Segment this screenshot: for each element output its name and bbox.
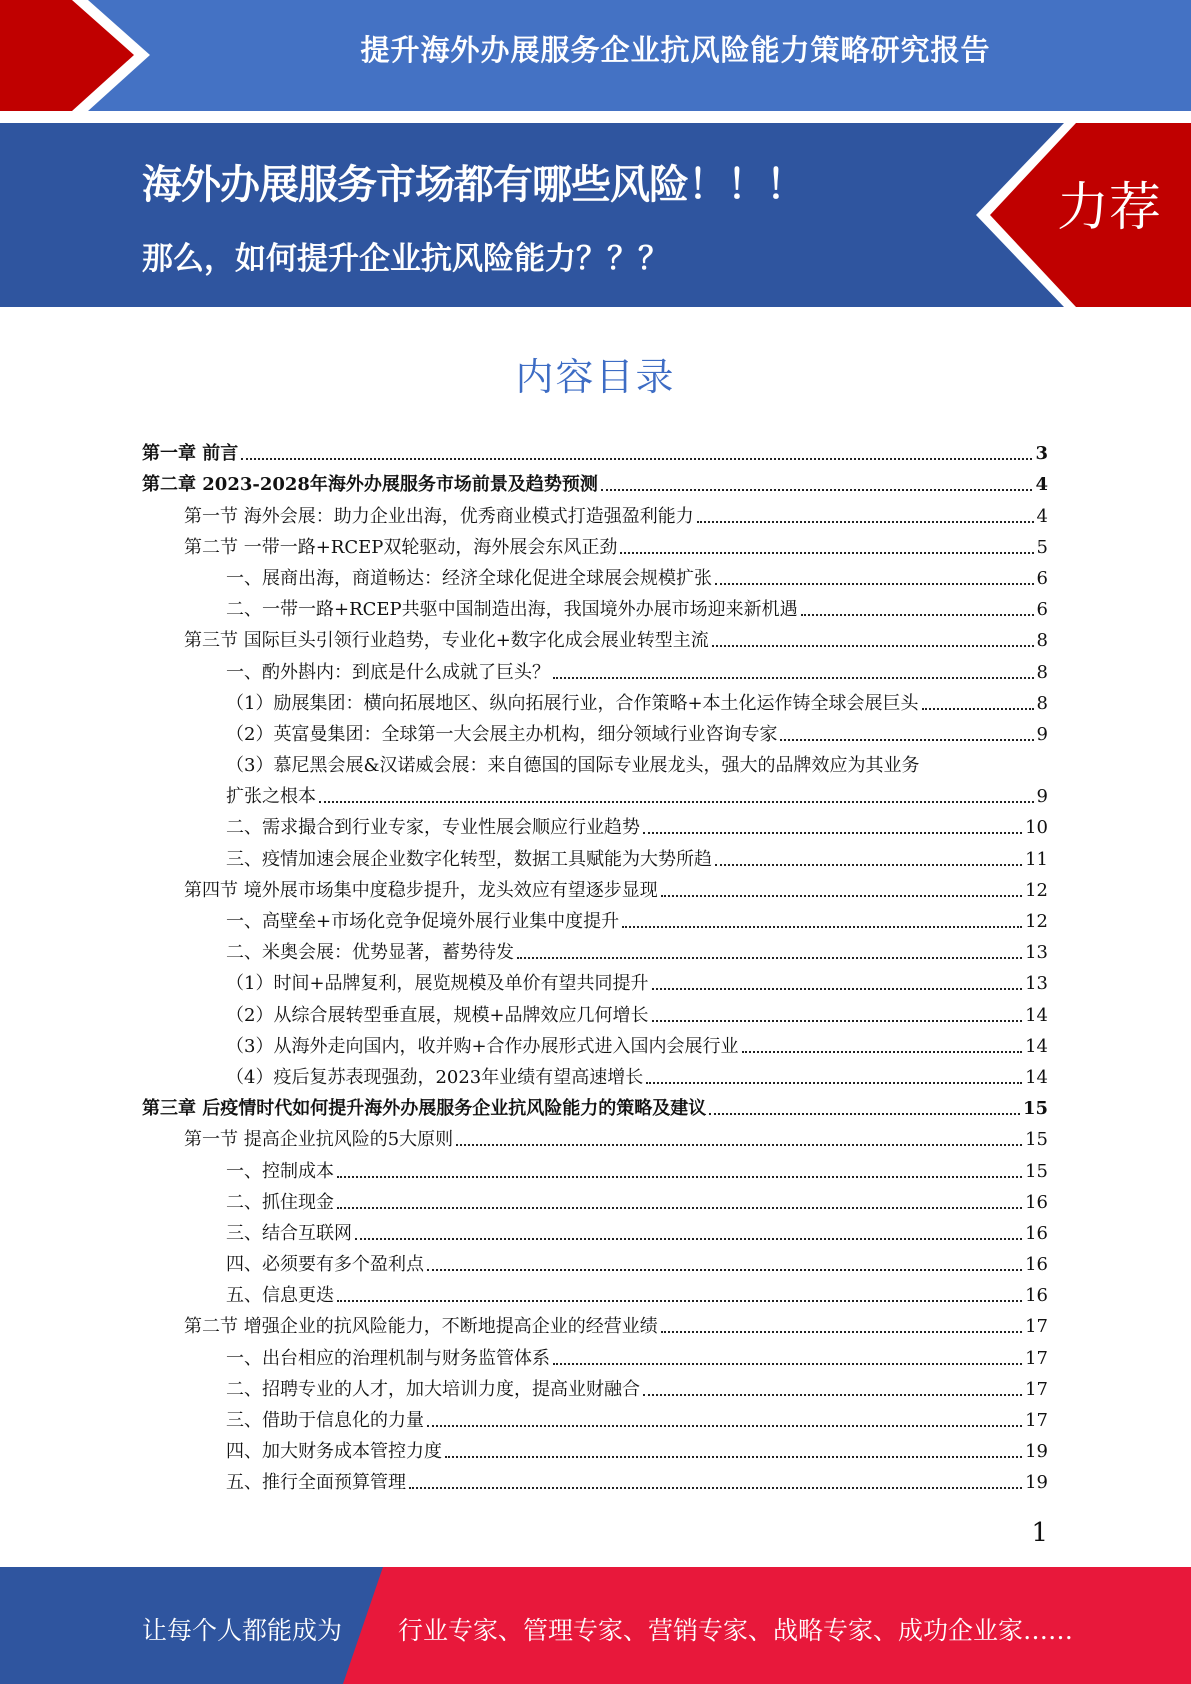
footer-slogan-right: 行业专家、管理专家、营销专家、战略专家、成功企业家…… (398, 1616, 1074, 1645)
toc-entry-page: 4 (1035, 474, 1048, 496)
toc-leader-dots (427, 1269, 1022, 1271)
toc-leader-dots (601, 489, 1033, 491)
toc-entry-title: 一、出台相应的治理机制与财务监管体系 (226, 1347, 550, 1369)
toc-entry[interactable] (142, 1249, 1048, 1280)
toc-entry-page: 17 (1025, 1378, 1048, 1400)
toc-entry[interactable] (142, 1218, 1048, 1249)
hero-headline: 海外办展服务市场都有哪些风险！！！ (142, 162, 805, 208)
toc-entry-page: 5 (1036, 536, 1048, 558)
toc-leader-dots (553, 1363, 1022, 1365)
toc-entry[interactable] (142, 469, 1048, 500)
toc-entry-page: 19 (1025, 1472, 1048, 1494)
hero-subheadline: 那么，如何提升企业抗风险能力？？？ (142, 241, 669, 277)
toc-leader-dots (620, 552, 1033, 554)
toc-leader-dots (742, 1051, 1023, 1053)
toc-entry-title: （1）励展集团：横向拓展地区、纵向拓展行业，合作策略+本土化运作铸全球会展巨头 (226, 692, 919, 714)
toc-leader-dots (709, 1113, 1020, 1115)
toc-entry-title: （2）从综合展转型垂直展，规模+品牌效应几何增长 (226, 1004, 649, 1026)
table-of-contents (142, 438, 1048, 1498)
toc-entry-title: 第一章 前言 (142, 443, 239, 465)
toc-entry-page: 13 (1025, 942, 1048, 964)
toc-leader-dots (445, 1456, 1022, 1458)
toc-entry-page: 8 (1036, 630, 1048, 652)
toc-leader-dots (643, 832, 1022, 834)
toc-entry-title: 扩张之根本 (226, 786, 316, 808)
toc-entry-title: 第二节 一带一路+RCEP双轮驱动，海外展会东风正劲 (184, 536, 618, 558)
toc-entry-title: 一、控制成本 (226, 1160, 334, 1182)
toc-entry-page: 10 (1025, 817, 1048, 839)
toc-entry-page: 17 (1025, 1347, 1048, 1369)
toc-entry[interactable] (142, 968, 1048, 999)
toc-entry-page: 16 (1025, 1191, 1048, 1213)
toc-leader-dots (801, 614, 1034, 616)
toc-leader-dots (337, 1207, 1022, 1209)
toc-entry[interactable] (142, 843, 1048, 874)
toc-entry-page: 17 (1025, 1410, 1048, 1431)
toc-leader-dots (409, 1487, 1022, 1489)
toc-entry[interactable] (142, 1311, 1048, 1342)
footer-banner (0, 1567, 1191, 1684)
toc-entry-title: （1）时间+品牌复利，展览规模及单价有望共同提升 (226, 973, 649, 995)
toc-entry-title: 四、加大财务成本管控力度 (226, 1441, 442, 1463)
toc-entry[interactable] (142, 1031, 1048, 1062)
toc-entry[interactable] (142, 438, 1048, 469)
toc-entry-page: 16 (1025, 1285, 1048, 1307)
toc-entry-title: 二、一带一路+RCEP共驱中国制造出海，我国境外办展市场迎来新机遇 (226, 599, 798, 621)
toc-entry[interactable] (142, 1405, 1048, 1436)
toc-entry[interactable] (142, 688, 1048, 719)
toc-entry[interactable] (142, 906, 1048, 937)
toc-entry-page: 8 (1036, 661, 1048, 683)
toc-entry-page: 15 (1025, 1129, 1048, 1151)
toc-entry-title: 三、疫情加速会展企业数字化转型，数据工具赋能为大势所趋 (226, 848, 712, 870)
toc-entry[interactable] (142, 625, 1048, 656)
toc-entry[interactable] (142, 594, 1048, 625)
toc-entry-title: 第四节 境外展市场集中度稳步提升，龙头效应有望逐步显现 (184, 879, 658, 901)
toc-entry-title: 第三章 后疫情时代如何提升海外办展服务企业抗风险能力的策略及建议 (142, 1098, 707, 1120)
toc-entry[interactable] (142, 999, 1048, 1030)
toc-entry[interactable] (142, 1436, 1048, 1467)
toc-leader-dots (622, 926, 1022, 928)
report-title: 提升海外办展服务企业抗风险能力策略研究报告 (360, 33, 991, 67)
toc-entry-page: 16 (1025, 1254, 1048, 1276)
toc-leader-dots (652, 1020, 1023, 1022)
toc-entry-page: 4 (1036, 505, 1048, 527)
toc-leader-dots (780, 739, 1033, 741)
toc-leader-dots (661, 1331, 1022, 1333)
hero-banner (0, 123, 1191, 307)
top-red-arrow-decoration (0, 0, 150, 111)
toc-entry[interactable] (142, 750, 1048, 781)
toc-entry[interactable] (142, 532, 1048, 563)
toc-entry-page: 16 (1025, 1222, 1048, 1244)
toc-leader-dots (355, 1238, 1022, 1240)
toc-leader-dots (922, 708, 1034, 710)
toc-entry-page: 14 (1025, 1004, 1048, 1026)
toc-leader-dots (646, 1082, 1022, 1084)
toc-entry[interactable] (142, 1342, 1048, 1373)
toc-entry[interactable] (142, 1093, 1048, 1124)
toc-entry-title: 第一节 提高企业抗风险的5大原则 (184, 1129, 454, 1151)
toc-entry-title: 第二章 2023-2028年海外办展服务市场前景及趋势预测 (142, 474, 598, 496)
toc-entry-page: 13 (1025, 973, 1048, 995)
toc-entry-page: 8 (1036, 692, 1048, 714)
toc-leader-dots (319, 801, 1034, 803)
toc-entry[interactable] (142, 1280, 1048, 1311)
toc-leader-dots (715, 864, 1022, 866)
toc-entry-title: 三、借助于信息化的力量 (226, 1410, 424, 1431)
toc-leader-dots (241, 458, 1032, 460)
toc-leader-dots (661, 895, 1022, 897)
toc-entry[interactable] (142, 812, 1048, 843)
toc-leader-dots (697, 521, 1034, 523)
toc-leader-dots (553, 677, 1034, 679)
toc-leader-dots (337, 1176, 1022, 1178)
footer-slogan-left: 让每个人都能成为 (142, 1616, 343, 1645)
recommend-badge: 力荐 (1056, 178, 1161, 238)
toc-entry-title: 一、高壁垒+市场化竞争促境外展行业集中度提升 (226, 911, 620, 932)
toc-entry-page: 9 (1036, 786, 1048, 808)
toc-entry-title: 第二节 增强企业的抗风险能力，不断地提高企业的经营业绩 (184, 1316, 658, 1338)
toc-entry[interactable] (142, 656, 1048, 687)
toc-entry-title: （3）从海外走向国内，收并购+合作办展形式进入国内会展行业 (226, 1035, 739, 1057)
toc-entry-page: 6 (1036, 599, 1048, 621)
toc-entry-page: 3 (1035, 443, 1048, 465)
toc-entry[interactable] (142, 781, 1048, 812)
toc-entry-title: 一、展商出海，商道畅达：经济全球化促进全球展会规模扩张 (226, 567, 712, 589)
toc-leader-dots (517, 957, 1022, 959)
toc-entry-title: （3）慕尼黑会展&汉诺威会展：来自德国的国际专业展龙头，强大的品牌效应为其业务 (226, 755, 920, 777)
toc-entry-page: 15 (1022, 1098, 1048, 1120)
toc-entry-page: 12 (1025, 879, 1048, 901)
toc-entry[interactable] (142, 875, 1048, 906)
toc-entry-title: 五、推行全面预算管理 (226, 1472, 406, 1494)
toc-entry-title: 二、招聘专业的人才，加大培训力度，提高业财融合 (226, 1378, 640, 1400)
toc-entry-title: 二、米奥会展：优势显著，蓄势待发 (226, 942, 514, 964)
toc-leader-dots (456, 1144, 1022, 1146)
toc-leader-dots (643, 1394, 1022, 1396)
toc-entry[interactable] (142, 563, 1048, 594)
toc-entry[interactable] (142, 719, 1048, 750)
toc-entry-page: 14 (1025, 1066, 1048, 1088)
toc-leader-dots (652, 988, 1023, 990)
toc-entry[interactable] (142, 1124, 1048, 1155)
toc-entry-title: 第一节 海外会展：助力企业出海，优秀商业模式打造强盈利能力 (184, 505, 694, 527)
toc-entry[interactable] (142, 1187, 1048, 1218)
toc-entry-page: 11 (1025, 848, 1048, 870)
toc-entry[interactable] (142, 1467, 1048, 1498)
toc-entry[interactable] (142, 500, 1048, 531)
toc-entry-page: 6 (1036, 567, 1048, 589)
toc-entry-page: 19 (1025, 1441, 1048, 1463)
toc-entry-title: 一、酌外斟内：到底是什么成就了巨头？ (226, 661, 550, 683)
toc-entry[interactable] (142, 1155, 1048, 1186)
toc-leader-dots (427, 1425, 1022, 1427)
toc-leader-dots (712, 645, 1034, 647)
toc-entry-page: 14 (1025, 1035, 1048, 1057)
toc-entry[interactable] (142, 1374, 1048, 1405)
toc-entry-title: （2）英富曼集团：全球第一大会展主办机构，细分领域行业咨询专家 (226, 723, 778, 745)
toc-entry-page: 12 (1025, 911, 1048, 932)
toc-entry[interactable] (142, 1062, 1048, 1093)
toc-entry-page: 15 (1025, 1160, 1048, 1182)
toc-entry[interactable] (142, 937, 1048, 968)
toc-entry-title: 第三节 国际巨头引领行业趋势，专业化+数字化成会展业转型主流 (184, 630, 709, 652)
toc-entry-title: 四、必须要有多个盈利点 (226, 1254, 424, 1276)
toc-entry-title: 五、信息更迭 (226, 1285, 334, 1307)
toc-leader-dots (715, 583, 1034, 585)
toc-entry-title: 二、需求撮合到行业专家，专业性展会顺应行业趋势 (226, 817, 640, 839)
toc-entry-page: 17 (1025, 1316, 1048, 1338)
toc-entry-title: 三、结合互联网 (226, 1222, 352, 1244)
toc-entry-title: （4）疫后复苏表现强劲，2023年业绩有望高速增长 (226, 1066, 644, 1088)
toc-entry-title: 二、抓住现金 (226, 1191, 334, 1213)
page-number: 1 (1031, 1518, 1048, 1548)
toc-leader-dots (337, 1300, 1022, 1302)
toc-entry-page: 9 (1036, 723, 1048, 745)
toc-title: 内容目录 (515, 355, 676, 399)
